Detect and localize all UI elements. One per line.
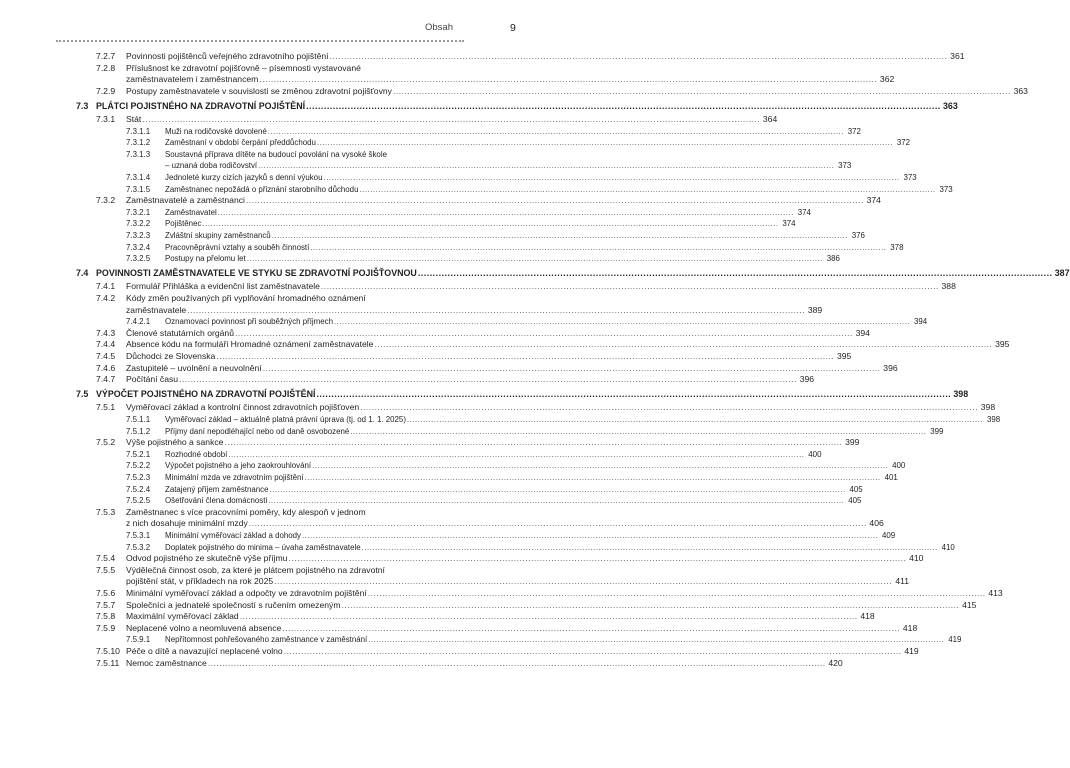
- toc-entry-page: 410: [909, 553, 924, 564]
- toc-entry-page: 378: [890, 242, 904, 252]
- toc-entry-page: 419: [904, 646, 919, 656]
- toc-entry-number: 7.3.2.1: [126, 207, 151, 217]
- toc-entry-page: 372: [847, 126, 861, 136]
- toc-entry-title: pojištění stát, v příkladech na rok 2025: [126, 576, 274, 587]
- dot-leader: [258, 160, 834, 172]
- toc-entry-number: 7.5.3.1: [126, 531, 151, 540]
- toc-entry-number: 7.3.2.3: [126, 231, 151, 240]
- toc-entry-title: Oznamovací povinnost při souběžných příjmech: [165, 317, 333, 327]
- toc-entry-page: 386: [826, 254, 840, 264]
- toc-entry-page: 363: [942, 100, 958, 111]
- toc-entry-title: Odvod pojistného ze skutečně výše příjmu: [126, 553, 288, 564]
- toc-entry-number: 7.2.9: [96, 85, 116, 96]
- dot-leader: [284, 646, 902, 658]
- toc-entry-title: Pracovněprávní vztahy a souběh činností: [165, 242, 310, 252]
- dot-leader: [270, 484, 846, 496]
- toc-entry-number: 7.3.1.2: [126, 138, 151, 148]
- toc-entry-page: 410: [941, 542, 955, 552]
- page-number: 9: [510, 22, 516, 34]
- toc-entry-page: 395: [995, 339, 1010, 350]
- toc-entry-page: 400: [808, 449, 822, 459]
- toc-entry-title: VÝPOČET POJISTNÉHO NA ZDRAVOTNÍ POJIŠTĚNÍ: [96, 389, 316, 400]
- dot-leader: [240, 611, 858, 623]
- toc-entry-number: 7.3.1.3: [126, 149, 151, 159]
- toc-entry-number: 7.3.2.4: [126, 242, 151, 252]
- dot-leader: [334, 316, 910, 328]
- toc-entry-number: 7.3.1.5: [126, 184, 151, 194]
- toc-entry-page: 394: [913, 317, 928, 327]
- toc-entry-page: 419: [948, 635, 962, 645]
- toc-entry-title: Výpočet pojistného a jeho zaokrouhlování: [165, 461, 312, 471]
- toc-entry-title: Stát: [126, 114, 142, 124]
- toc-entry-title: Kódy změn používaných při vyplňování hromadného oznámení: [126, 293, 366, 303]
- toc-entry-title: Neplacené volno a neomluvená absence: [126, 622, 282, 633]
- toc-entry-page: 373: [939, 184, 953, 194]
- toc-entry-number: 7.3: [76, 100, 89, 111]
- toc-entry-number: 7.4.5: [96, 351, 116, 361]
- dot-leader: [330, 51, 948, 63]
- toc-entry-title: Ošetřování člena domácnosti: [165, 496, 268, 506]
- toc-entry-page: 372: [896, 138, 911, 148]
- toc-entry-page: 363: [1013, 85, 1028, 96]
- toc-entry-number: 7.4.2.1: [126, 317, 151, 327]
- toc-entry-number: 7.5.8: [96, 611, 116, 622]
- toc-entry-number: 7.4.7: [96, 374, 116, 385]
- toc-entry-page: 373: [903, 173, 917, 182]
- toc-entry-page: 413: [988, 588, 1003, 598]
- toc-entry-number: 7.3.2.2: [126, 219, 151, 229]
- toc-entry-title: Společníci a jednatelé společností s ručením omezeným: [126, 599, 341, 610]
- toc-entry-title: Příjmy daní nepodléhající nebo od daně osvobozené: [165, 426, 350, 436]
- toc-entry-title: Rozhodné období: [165, 449, 228, 459]
- dot-leader: [282, 623, 900, 635]
- toc-entry-number: 7.5.10: [96, 646, 120, 656]
- dot-leader: [341, 600, 959, 612]
- toc-entry-page: 411: [895, 576, 910, 587]
- toc-entry-title: Zaměstnavatelé a zaměstnanci: [126, 195, 245, 206]
- dot-leader: [142, 114, 760, 126]
- dot-leader: [179, 374, 797, 386]
- toc-entry-page: 374: [797, 207, 811, 217]
- dot-leader: [310, 242, 886, 254]
- toc-entry-number: 7.3.2: [96, 195, 116, 206]
- dot-leader: [407, 414, 983, 426]
- dot-leader: [418, 268, 1053, 280]
- toc-entry-title: Počítání času: [126, 374, 179, 385]
- toc-entry-title: – uznaná doba rodičovství: [165, 161, 258, 171]
- dot-leader: [350, 426, 926, 438]
- toc-entry-title: Vyměřovací základ – aktuálně platná právní úprava (tj. od 1. 1. 2025): [165, 415, 406, 424]
- toc-entry-number: 7.5.2.5: [126, 496, 151, 506]
- toc-entry-number: 7.2.8: [96, 62, 116, 73]
- toc-entry-number: 7.5.3.2: [126, 542, 151, 552]
- dot-leader: [302, 530, 878, 542]
- dot-leader: [263, 363, 881, 375]
- dot-leader: [306, 101, 941, 113]
- dot-leader: [393, 86, 1011, 98]
- toc-entry-number: 7.4.2: [96, 293, 116, 303]
- toc-entry-title: Postupy zaměstnavatele v souvislosti se změnou zdravotní pojišťovny: [126, 85, 392, 96]
- toc-entry-number: 7.5.4: [96, 553, 116, 564]
- toc-entry-title: Péče o dítě a navazující neplacené volno: [126, 646, 283, 656]
- toc-entry-number: 7.4.3: [96, 327, 116, 338]
- toc-entry-number: 7.5.1.2: [126, 426, 151, 436]
- toc-entry-title: Maximální vyměřovací základ: [126, 611, 239, 622]
- toc-entry-title: Členové statutárních orgánů: [126, 327, 234, 338]
- toc-entry-page: 398: [980, 402, 996, 413]
- dot-leader: [317, 137, 893, 149]
- dot-leader: [362, 542, 938, 554]
- toc-entry-number: 7.5.9.1: [126, 635, 151, 645]
- toc-entry-number: 7.5.7: [96, 599, 116, 610]
- dot-leader: [368, 588, 986, 600]
- toc-entry-page: 394: [855, 327, 870, 338]
- toc-entry-title: Postupy na přelomu let: [165, 254, 246, 264]
- toc-entry-title: Zaměstnanec s více pracovními poměry, kdy alespoň v jednom: [126, 506, 366, 517]
- toc-entry-page: 418: [860, 611, 875, 622]
- toc-entry-title: Zaměstnanec nepožádá o přiznání starobního důchodu: [165, 184, 359, 194]
- toc-entry-page: 398: [986, 415, 1001, 424]
- toc-entry-title: Zastupitelé – uvolnění a neuvolnění: [126, 362, 262, 373]
- toc-entry-title: Minimální vyměřovací základ a dohody: [165, 531, 301, 540]
- toc-entry-page: 398: [953, 389, 969, 400]
- toc-entry-title: Povinnosti pojištěnců veřejného zdravotního pojištění: [126, 51, 329, 61]
- toc-entry-title: Minimální vyměřovací základ a odpočty ve zdravotním pojištění: [126, 588, 367, 598]
- toc-entry-page: 374: [866, 195, 881, 206]
- dot-leader: [249, 518, 867, 530]
- toc-entry-title: Soustavná příprava dítěte na budoucí povolání na vysoké škole: [165, 149, 387, 159]
- toc-entry-title: Výše pojistného a sankce: [126, 437, 224, 448]
- dot-leader: [305, 472, 881, 484]
- dot-leader: [208, 658, 826, 670]
- toc-entry-number: 7.4.6: [96, 362, 116, 373]
- toc-entry-title: Zaměstnaní v období čerpání předdůchodu: [165, 138, 316, 148]
- toc-entry-number: 7.4: [76, 268, 89, 279]
- dot-leader: [288, 553, 906, 565]
- toc-entry-page: 362: [879, 74, 895, 85]
- toc-entry-title: Formulář Přihláška a evidenční list zaměstnavatele: [126, 281, 320, 292]
- toc-entry-page: 405: [848, 496, 862, 506]
- toc-entry-number: 7.5.1.1: [126, 415, 151, 424]
- toc-entry-page: 389: [807, 304, 823, 315]
- toc-entry-page: 376: [851, 231, 865, 240]
- toc-entry-page: 415: [962, 599, 977, 610]
- toc-entry-page: 373: [838, 161, 852, 171]
- dot-leader: [368, 634, 944, 646]
- toc-entry-page: 395: [836, 351, 852, 361]
- dot-leader: [246, 195, 864, 207]
- toc-entry-page: 374: [782, 219, 796, 229]
- toc-entry-page: 409: [881, 531, 896, 540]
- dot-leader: [235, 328, 853, 340]
- toc-entry-number: 7.4.4: [96, 339, 116, 350]
- toc-entry-title: Nemoc zaměstnance: [126, 657, 207, 668]
- toc-entry-page: 400: [892, 461, 906, 471]
- toc-entry-title: Vyměřovací základ a kontrolní činnost zdravotních pojišťoven: [126, 402, 360, 413]
- dot-leader: [268, 126, 844, 138]
- dot-leader: [202, 218, 778, 230]
- toc-entry-page: 406: [869, 518, 884, 529]
- toc-entry-number: 7.3.1.4: [126, 173, 151, 182]
- toc-entry-page: 396: [799, 374, 815, 385]
- toc-entry-title: Zaměstnavatel: [165, 207, 217, 217]
- toc-entry-title: Zatajený příjem zaměstnance: [165, 484, 269, 494]
- toc-entry-number: 7.3.2.5: [126, 254, 151, 264]
- toc-entry-page: 405: [849, 484, 863, 494]
- dot-leader: [268, 495, 844, 507]
- dot-leader: [228, 449, 804, 461]
- toc-entry-title: Minimální mzda ve zdravotním pojištění: [165, 473, 304, 482]
- dot-leader: [323, 172, 899, 184]
- toc-entry-number: 7.5: [76, 389, 89, 400]
- toc-entry-page: 364: [762, 114, 778, 124]
- dot-leader: [187, 305, 805, 317]
- toc-entry-number: 7.5.2.2: [126, 461, 151, 471]
- dot-leader: [274, 576, 892, 588]
- dot-leader: [224, 437, 842, 449]
- toc-entry-title: Doplatek pojistného do minima – úvaha zaměstnavatele: [165, 542, 361, 552]
- toc-entry-title: Zvláštní skupiny zaměstnanců: [165, 231, 271, 240]
- dot-leader: [259, 74, 877, 86]
- toc-entry-page: 399: [845, 437, 860, 448]
- toc-entry-number: 7.5.9: [96, 622, 116, 633]
- toc-entry-number: 7.5.3: [96, 506, 116, 517]
- toc-entry-title: Muži na rodičovské dovolené: [165, 126, 267, 136]
- running-header-title: Obsah: [425, 22, 453, 33]
- toc-entry-page: 401: [884, 473, 898, 482]
- toc-entry-number: 7.4.1: [96, 281, 116, 292]
- toc-entry-number: 7.5.1: [96, 402, 116, 413]
- toc-entry-title: Jednoleté kurzy cizích jazyků s denní výukou: [165, 173, 323, 182]
- toc-entry-title: Absence kódu na formuláři Hromadné oznámení zaměstnavatele: [126, 339, 374, 350]
- dot-leader: [272, 230, 848, 242]
- dot-leader: [359, 184, 935, 196]
- toc-entry-page: 396: [883, 362, 898, 373]
- toc-entry-title: z nich dosahuje minimální mzdy: [126, 518, 248, 529]
- toc-entry-title: zaměstnavatele: [126, 304, 187, 315]
- toc-entry-title: POVINNOSTI ZAMĚSTNAVATELE VE STYKU SE ZDRAVOTNÍ POJIŠŤOVNOU: [96, 268, 417, 279]
- toc-entry-page: 361: [950, 51, 965, 61]
- toc-entry-number: 7.5.2.3: [126, 473, 151, 482]
- toc-entry-page: 387: [1054, 268, 1070, 279]
- toc-entry-number: 7.5.5: [96, 564, 116, 575]
- toc-entry-title: Příslušnost ke zdravotní pojišťovně – písemnosti vystavované: [126, 62, 361, 73]
- toc-entry-title: zaměstnavatelem i zaměstnancem: [126, 74, 259, 85]
- toc-entry-number: 7.3.1.1: [126, 126, 151, 136]
- toc-entry-number: 7.5.2.1: [126, 449, 151, 459]
- dot-leader: [360, 402, 978, 414]
- toc-entry-number: 7.5.11: [96, 657, 120, 668]
- toc-entry-title: Výdělečná činnost osob, za které je plátcem pojistného na zdravotní: [126, 564, 385, 575]
- toc-entry-page: 388: [941, 281, 956, 292]
- toc-entry-number: 7.2.7: [96, 51, 116, 61]
- dot-leader: [216, 351, 834, 363]
- toc-entry-title: Nepřítomnost pohřešovaného zaměstnance v zaměstnání: [165, 635, 368, 645]
- header-divider: [56, 40, 464, 42]
- toc-entry-page: 399: [930, 426, 944, 436]
- dot-leader: [316, 389, 951, 401]
- toc-entry-number: 7.3.1: [96, 114, 116, 124]
- dot-leader: [374, 339, 992, 351]
- dot-leader: [321, 281, 939, 293]
- toc-entry-title: Důchodci ze Slovenska: [126, 351, 216, 361]
- toc-entry-number: 7.5.6: [96, 588, 116, 598]
- toc-entry-number: 7.5.2: [96, 437, 116, 448]
- dot-leader: [312, 460, 888, 472]
- toc-entry-page: 418: [902, 622, 918, 633]
- toc-entry-title: PLÁTCI POJISTNÉHO NA ZDRAVOTNÍ POJIŠTĚNÍ: [96, 100, 306, 111]
- toc-entry-title: Pojištěnec: [165, 219, 202, 229]
- toc-entry-number: 7.5.2.4: [126, 484, 151, 494]
- dot-leader: [218, 207, 794, 219]
- dot-leader: [247, 253, 823, 265]
- toc-entry-page: 420: [828, 657, 843, 668]
